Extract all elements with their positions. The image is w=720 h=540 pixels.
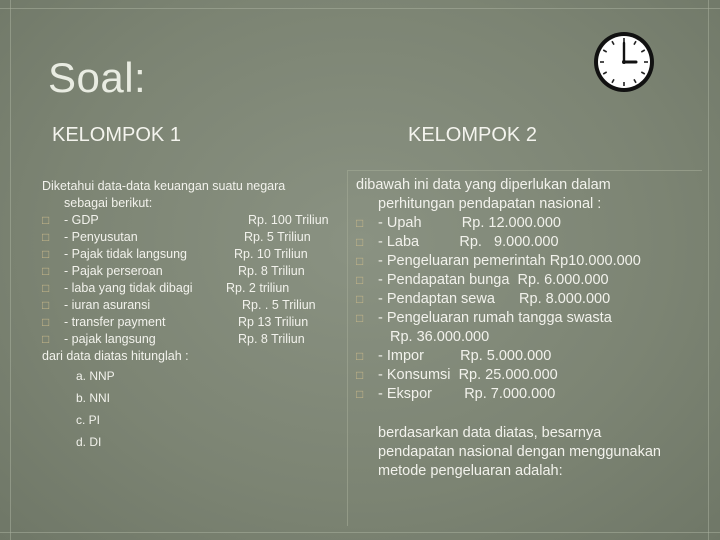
list-item <box>42 314 342 331</box>
question-item: d. DI <box>76 435 102 449</box>
item-text: - Pengeluaran pemerintah Rp10.000.000 <box>378 253 641 269</box>
group2-outro-line1: berdasarkan data diatas, besarnya <box>378 425 602 441</box>
list-item <box>356 385 706 404</box>
bullet-icon: □ <box>42 332 50 346</box>
bullet-icon: □ <box>42 230 50 244</box>
list-item <box>356 252 706 271</box>
list-item <box>42 297 342 314</box>
group1-heading: KELOMPOK 1 <box>52 124 181 146</box>
item-value: Rp. 2 triliun <box>226 281 290 295</box>
group1-intro-line2: sebagai berikut: <box>64 196 153 210</box>
item-name: - laba yang tidak dibagi <box>64 281 193 295</box>
item-value: Rp. . 5 Triliun <box>242 298 316 312</box>
item-text: - Konsumsi Rp. 25.000.000 <box>378 367 558 383</box>
question-item: c. PI <box>76 413 101 427</box>
item-value: Rp. 8 Triliun <box>238 264 305 278</box>
list-item <box>356 309 706 347</box>
item-value: Rp. 100 Triliun <box>248 213 329 227</box>
bullet-icon: □ <box>42 298 50 312</box>
frame-bottom-line <box>0 532 720 533</box>
item-continuation: Rp. 36.000.000 <box>390 329 490 345</box>
bullet-icon: □ <box>356 349 364 363</box>
bullet-icon: □ <box>356 254 364 268</box>
group2-panel <box>356 176 706 481</box>
list-item <box>42 263 342 280</box>
group2-outro-line3: metode pengeluaran adalah: <box>378 463 563 479</box>
bullet-icon: □ <box>356 311 364 325</box>
item-value: Rp. 5 Triliun <box>244 230 311 244</box>
bullet-icon: □ <box>356 273 364 287</box>
list-item <box>42 331 342 348</box>
group2-outro-line2: pendapatan nasional dengan menggunakan <box>378 444 661 460</box>
list-item <box>356 347 706 366</box>
list-item <box>42 212 342 229</box>
bullet-icon: □ <box>42 281 50 295</box>
clock-icon <box>592 30 656 94</box>
item-text: - Upah Rp. 12.000.000 <box>378 215 561 231</box>
list-item <box>356 366 706 385</box>
item-text: - Impor Rp. 5.000.000 <box>378 348 552 364</box>
group2-outro <box>356 424 706 481</box>
item-name: - iuran asuransi <box>64 298 151 312</box>
list-item <box>42 246 342 263</box>
item-name: - transfer payment <box>64 315 166 329</box>
item-name: - Penyusutan <box>64 230 138 244</box>
bullet-icon: □ <box>42 264 50 278</box>
item-text: - Pendaptan sewa Rp. 8.000.000 <box>378 291 611 307</box>
item-value: Rp 13 Triliun <box>238 315 309 329</box>
item-value: Rp. 10 Triliun <box>234 247 308 261</box>
bullet-icon: □ <box>356 387 364 401</box>
item-name: - GDP <box>64 213 99 227</box>
frame-right-line <box>708 0 709 540</box>
item-name: - Pajak perseroan <box>64 264 163 278</box>
list-item <box>356 271 706 290</box>
question-item: b. NNI <box>76 391 111 405</box>
item-name: - Pajak tidak langsung <box>64 247 187 261</box>
list-item <box>356 214 706 233</box>
bullet-icon: □ <box>356 235 364 249</box>
item-text: - Laba Rp. 9.000.000 <box>378 234 559 250</box>
item-text: - Pendapatan bunga Rp. 6.000.000 <box>378 272 609 288</box>
item-text: - Ekspor Rp. 7.000.000 <box>378 386 556 402</box>
bullet-icon: □ <box>356 368 364 382</box>
list-item <box>356 233 706 252</box>
group2-intro-line2: perhitungan pendapatan nasional : <box>378 196 602 212</box>
group2-heading: KELOMPOK 2 <box>408 124 537 146</box>
column-divider <box>347 170 348 526</box>
group1-panel <box>42 178 342 453</box>
group1-intro-line1: Diketahui data-data keuangan suatu negara <box>42 179 286 193</box>
frame-left-line <box>10 0 11 540</box>
list-item <box>356 290 706 309</box>
bullet-icon: □ <box>356 216 364 230</box>
question-item: a. NNP <box>76 369 115 383</box>
bullet-icon: □ <box>42 213 50 227</box>
item-text: - Pengeluaran rumah tangga swasta <box>378 310 612 326</box>
list-item <box>42 229 342 246</box>
frame-top-line <box>0 8 720 9</box>
list-item <box>42 280 342 297</box>
header-divider <box>348 170 702 171</box>
group2-intro-line1: dibawah ini data yang diperlukan dalam <box>356 177 611 193</box>
item-name: - pajak langsung <box>64 332 156 346</box>
bullet-icon: □ <box>42 247 50 261</box>
bullet-icon: □ <box>42 315 50 329</box>
item-value: Rp. 8 Triliun <box>238 332 305 346</box>
group1-outro: dari data diatas hitunglah : <box>42 349 189 363</box>
bullet-icon: □ <box>356 292 364 306</box>
slide-title: Soal: <box>48 54 147 101</box>
